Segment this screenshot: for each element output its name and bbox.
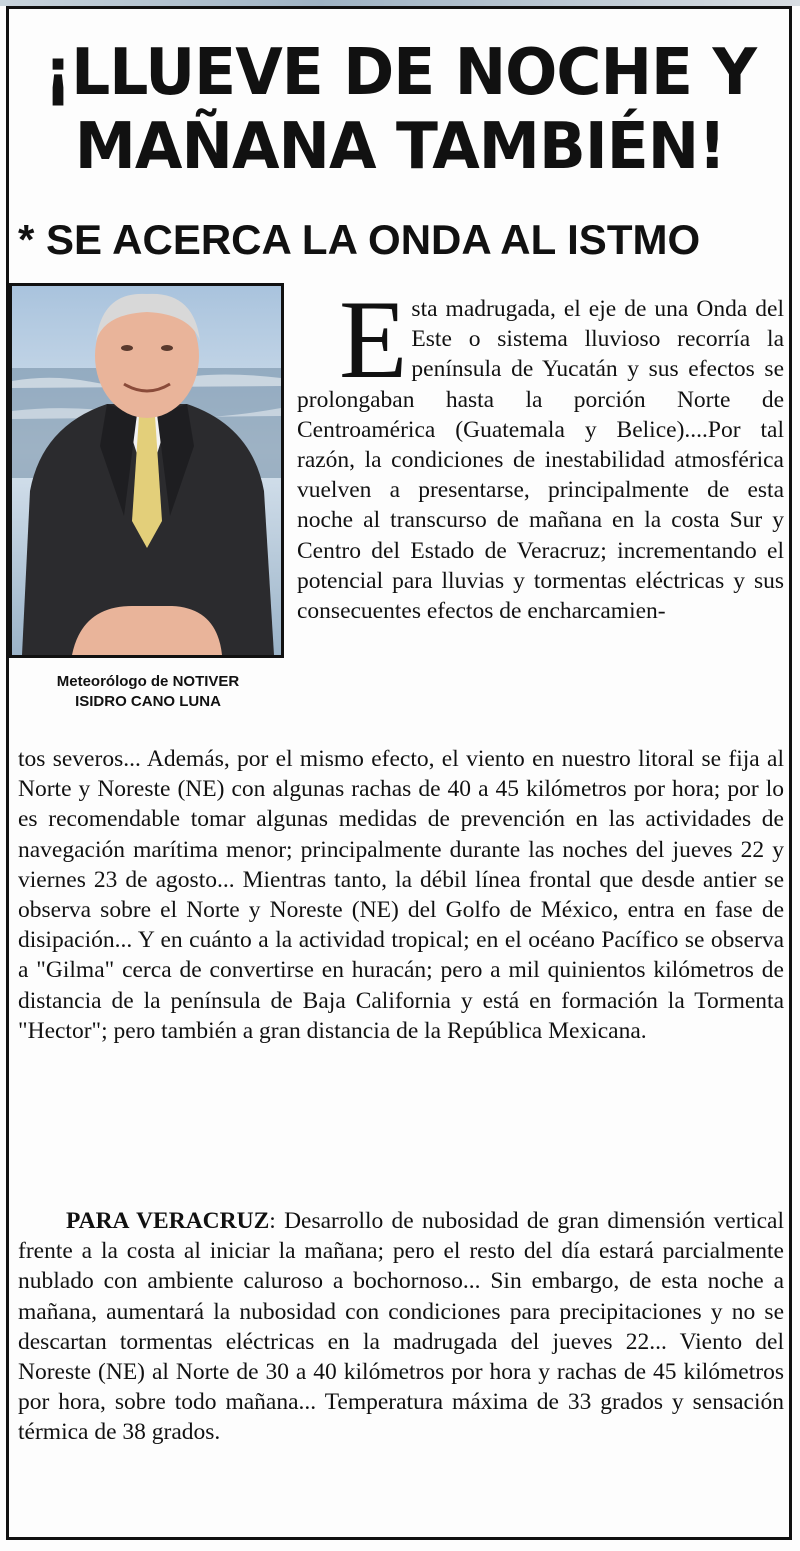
photo-caption	[8, 672, 288, 712]
veracruz-text: : Desarrollo de nubosidad de gran dimensión vertical frente a la costa al iniciar la mañana; pero el resto del día estará parcialmente nublado con ambiente caluroso a bochornoso... Sin embargo, de esta noche a mañana, aumentará la nubosidad con condiciones para precipitaciones y no se descartan tormentas eléctricas en la madrugada del jueves 22... Viento del Noreste (NE) al Norte de 30 a 40 kilómetros por hora y rachas de 45 kilómetros por hora, sobre todo mañana... Temperatura máxima de 33 grados y sensación térmica de 38 grados.	[18, 1208, 784, 1446]
headline	[24, 36, 777, 184]
drop-cap: E	[339, 278, 408, 402]
subheadline: * SE ACERCA LA ONDA AL ISTMO	[18, 216, 701, 263]
meteorologist-photo	[9, 283, 284, 658]
caption-line-2: ISIDRO CANO LUNA	[75, 693, 221, 710]
portrait-illustration	[12, 286, 281, 655]
caption-line-1: Meteorólogo de NOTIVER	[56, 673, 240, 690]
column-paragraph-text: sta madrugada, el eje de una Onda del Este o sistema lluvioso recorría la península de Yucatán y sus efectos se prolongaban hasta la porción Norte de Centroamérica (Guatemala y Belice)....Por tal razón, la condiciones de inestabilidad atmosférica vuelven a presentarse, principalmente de esta noche al transcurso de mañana en la costa Sur y Centro del Estado de Veracruz; incrementando el potencial para lluvias y tormentas eléctricas y sus consecuentes efectos de encharcamien-	[297, 296, 784, 625]
left-eye	[121, 345, 133, 351]
continued-paragraph-text: tos severos... Además, por el mismo efecto, el viento en nuestro litoral se fija al Norte y Noreste (NE) con algunas rachas de 40 a 45 kilómetros por hora; por lo es recomendable tomar algunas medidas de prevención en las actividades de navegación marítima menor; principalmente durante las noches del jueves 22 y viernes 23 de agosto... Mientras tanto, la débil línea frontal que desde antier se observa sobre el Norte y Noreste (NE) del Golfo de México, entra en fase de disipación... Y en cuánto a la actividad tropical; en el océano Pacífico se observa a "Gilma" cerca de convertirse en huracán; pero a mil quinientos kilómetros de distancia de la península de Baja California y está en formación la Tormenta "Hector"; pero también a gran distancia de la República Mexicana.	[18, 746, 784, 1044]
veracruz-label: PARA VERACRUZ	[66, 1208, 270, 1234]
right-column	[297, 278, 784, 626]
right-eye	[161, 345, 173, 351]
headline-line-1: ¡LLUEVE DE NOCHE Y	[44, 36, 756, 110]
veracruz-paragraph	[18, 1206, 784, 1448]
column-paragraph	[297, 278, 784, 626]
headline-line-2: MAÑANA TAMBIÉN!	[74, 110, 726, 184]
continued-paragraph	[18, 744, 784, 1046]
veracruz-section	[18, 1206, 784, 1448]
